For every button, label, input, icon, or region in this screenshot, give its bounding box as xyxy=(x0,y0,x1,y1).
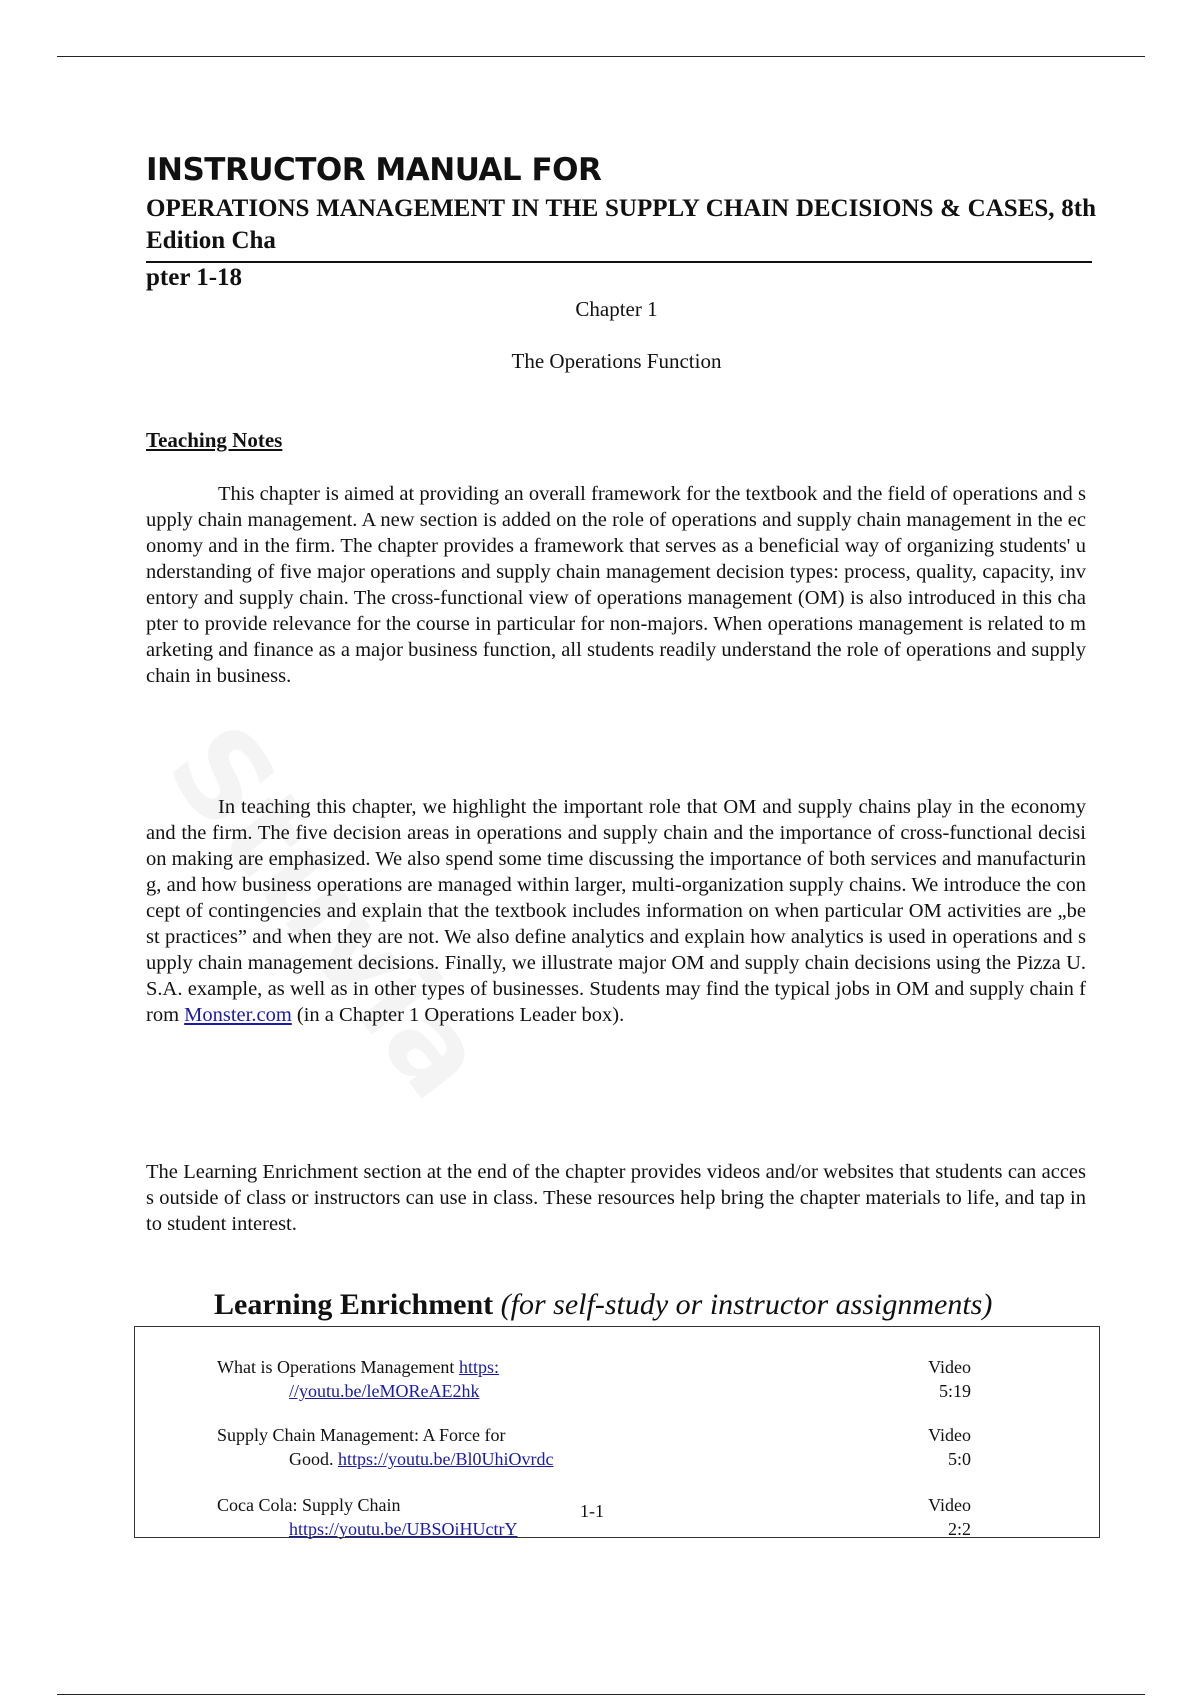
teaching-notes-paragraph-2 xyxy=(146,794,1086,1028)
resource-label: Supply Chain Management: A Force for xyxy=(217,1425,506,1445)
monster-link[interactable]: Monster.com xyxy=(184,1004,292,1026)
resource-item xyxy=(217,1423,597,1471)
chapter-title: The Operations Function xyxy=(511,349,722,373)
document-title: INSTRUCTOR MANUAL FOR xyxy=(146,152,602,188)
resource-item xyxy=(217,1493,597,1541)
media-duration: 5:0 xyxy=(947,1449,971,1469)
resource-label-cont: Good. https://youtu.be/Bl0UhiOvrdc xyxy=(289,1449,554,1469)
resource-media xyxy=(871,1355,971,1403)
paragraph-2-text-end: (in a Chapter 1 Operations Leader box). xyxy=(291,1004,625,1026)
learning-enrichment-box xyxy=(134,1326,1100,1538)
resource-media xyxy=(871,1423,971,1471)
teaching-notes-heading: Teaching Notes xyxy=(146,428,283,452)
paragraph-2-text: In teaching this chapter, we highlight the important role that OM and supply chains play in the economy and the firm. The five decision areas in operations and supply chain and the importance of cross-functional decision making are emphasized. We also spend some time discussing the importance of both services and manufacturing, and how business operations are managed within larger, multi-organization supply chains. We introduce the concept of contingencies and explain that the textbook includes information on when particular OM activities are „best practices” and when they are not. We also define analytics and explain how analytics is used in operations and supply chain management decisions. Finally, we illustrate major OM and supply chain decisions using the Pizza U.S.A. example, as well as in other types of businesses. Students may find the typical jobs in OM and supply chain from xyxy=(146,796,1086,1026)
enrichment-heading-italic: (for self-study or instructor assignments) xyxy=(500,1288,993,1321)
document-subtitle: OPERATIONS MANAGEMENT IN THE SUPPLY CHAIN DECISIONS & CASES, 8th Edition Cha xyxy=(146,195,1096,254)
media-type: Video xyxy=(928,1495,971,1515)
bottom-rule xyxy=(57,1694,1145,1695)
resource-media xyxy=(871,1493,971,1541)
teaching-notes-paragraph-3: The Learning Enrichment section at the end of the chapter provides videos and/or websites that students can access outside of class or instructors can use in class. These resources help bring the chapter materials to life, and tap into student interest. xyxy=(146,1161,1086,1235)
resource-label: Coca Cola: Supply Chain xyxy=(217,1495,401,1515)
page-number: 1-1 xyxy=(580,1501,604,1521)
resource-link[interactable]: https: xyxy=(458,1357,499,1377)
resource-label: What is Operations Management https: xyxy=(217,1357,499,1377)
resource-link[interactable]: https://youtu.be/Bl0UhiOvrdc xyxy=(338,1449,554,1469)
resource-link[interactable]: //youtu.be/leMOReAE2hk xyxy=(289,1381,480,1401)
document-subtitle-continued: pter 1-18 xyxy=(146,264,243,291)
resource-link[interactable]: https://youtu.be/UBSOiHUctrY xyxy=(289,1519,518,1539)
teaching-notes-paragraph-1: This chapter is aimed at providing an overall framework for the textbook and the field of operations and supply chain management. A new section is added on the role of operations and supply chain management in the economy and in the firm. The chapter provides a framework that serves as a beneficial way of organizing students' understanding of five major operations and supply chain management decision types: process, quality, capacity, inventory and supply chain. The cross-functional view of operations management (OM) is also introduced in this chapter to provide relevance for the course in particular for non-majors. When operations management is related to marketing and finance as a major business function, all students readily understand the role of operations and supply chain in business. xyxy=(146,483,1086,687)
title-underline xyxy=(146,261,1092,263)
media-type: Video xyxy=(928,1357,971,1377)
media-duration: 2:2 xyxy=(947,1519,971,1539)
media-duration: 5:19 xyxy=(938,1381,971,1401)
enrichment-heading-bold: Learning Enrichment xyxy=(214,1288,494,1321)
chapter-number: Chapter 1 xyxy=(575,297,658,321)
media-type: Video xyxy=(928,1425,971,1445)
top-rule xyxy=(57,56,1145,57)
resource-item xyxy=(217,1355,597,1403)
learning-enrichment-heading xyxy=(214,1288,992,1322)
